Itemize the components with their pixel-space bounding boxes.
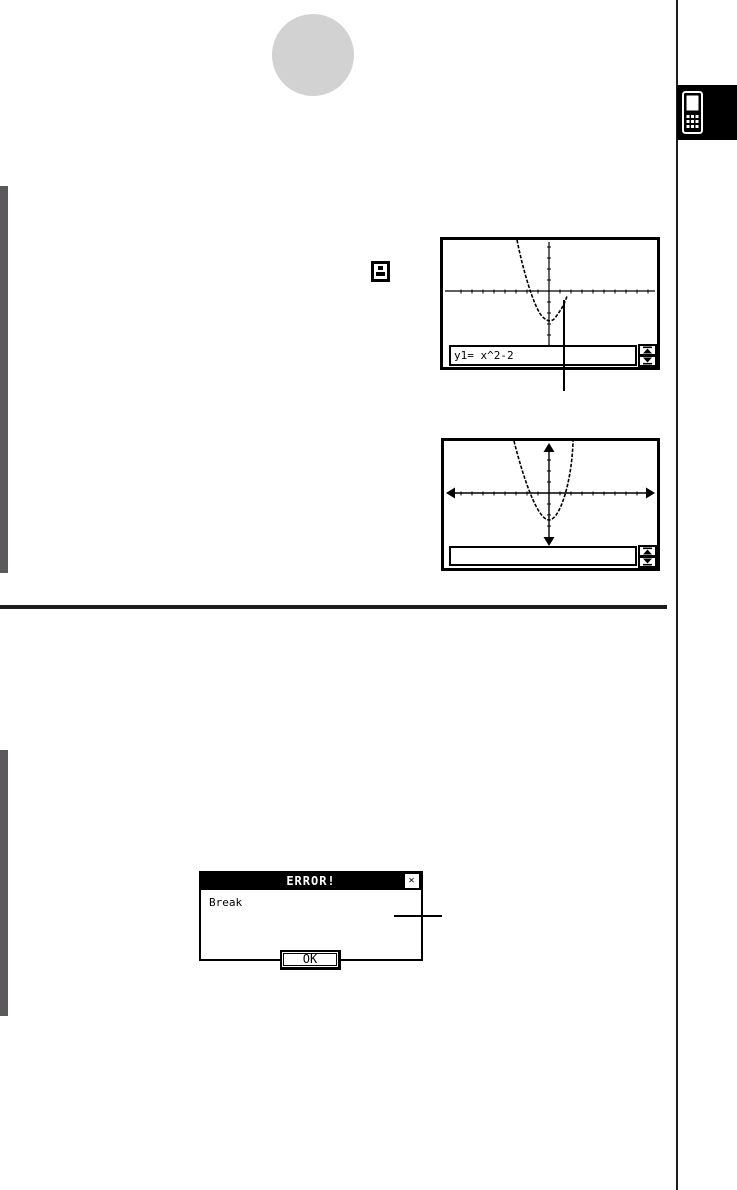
resize-icon-dash — [376, 272, 385, 276]
scroll-down-button[interactable] — [638, 355, 657, 367]
error-message: Break — [209, 896, 243, 909]
scroll-down-icon — [641, 357, 654, 365]
scroll-up-icon — [641, 547, 654, 555]
message-box[interactable] — [449, 546, 637, 566]
sidebar-bar-top — [0, 186, 8, 573]
resize-scroll-widget — [638, 545, 657, 568]
section-divider — [0, 605, 667, 609]
resize-scroll-widget — [638, 344, 657, 367]
right-page-rule — [676, 0, 678, 1190]
callout-line-error-dialog — [394, 915, 442, 917]
screenshot-graph-complete — [441, 438, 660, 571]
scroll-down-icon — [641, 558, 654, 566]
chapter-tab[interactable] — [677, 85, 737, 140]
callout-line-break-point — [563, 300, 565, 391]
message-box[interactable]: y1= x^2-2 — [449, 345, 637, 366]
sidebar-bar-bottom — [0, 750, 8, 1016]
resize-icon[interactable] — [371, 261, 390, 282]
calculator-icon — [682, 91, 704, 135]
ok-button[interactable]: OK — [280, 950, 341, 970]
close-icon[interactable]: ✕ — [405, 874, 419, 888]
resize-icon-dot — [378, 266, 383, 270]
error-dialog-body — [201, 890, 421, 966]
error-dialog-title: ERROR! — [286, 874, 336, 888]
scroll-down-button[interactable] — [638, 556, 657, 568]
error-dialog — [199, 871, 423, 966]
topic-circle — [272, 14, 354, 96]
screenshot-graph-interrupted — [440, 237, 660, 370]
error-dialog-title-bar — [201, 873, 421, 890]
scroll-up-icon — [641, 346, 654, 354]
